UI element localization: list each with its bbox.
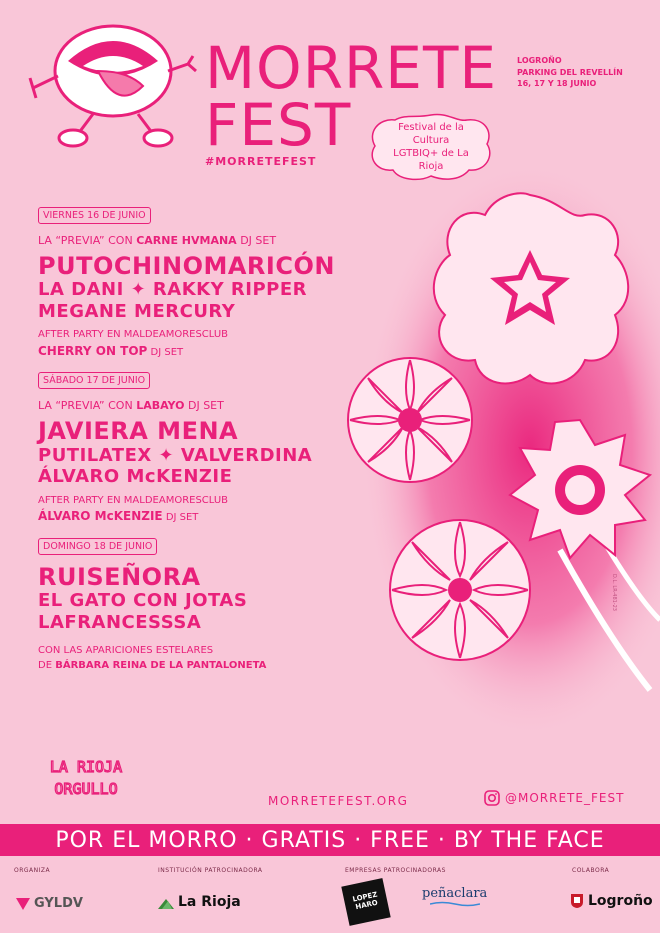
afterparty-label: AFTER PARTY EN MALDEAMORESCLUB (38, 494, 229, 506)
la-rioja-icon (158, 895, 174, 909)
headliner-saturday: JAVIERA MENA (38, 417, 239, 446)
orgullo-line-2: ORGULLO (54, 780, 118, 798)
la-rioja-orgullo-logo (36, 748, 136, 808)
orgullo-logo-svg (36, 748, 136, 808)
label-organiza: ORGANIZA (14, 867, 51, 874)
label-institucion: INSTITUCIÓN PATROCINADORA (158, 867, 263, 874)
lopez-haro-badge: LOPEZ HARO (341, 878, 390, 926)
gyldv-text: GYLDV (34, 896, 83, 911)
preview-prefix: LA “PREVIA” CON (38, 399, 133, 413)
afterparty-saturday (38, 494, 418, 526)
festival-badge (367, 112, 495, 182)
preview-artist: LABAYO (136, 399, 185, 413)
friday-block (38, 203, 418, 360)
artists-friday-3: MEGANE MERCURY (38, 300, 236, 322)
logo-lopez-haro (345, 882, 387, 922)
afterparty-suffix: DJ SET (150, 346, 184, 358)
logo-la-rioja (158, 894, 241, 910)
instagram-handle: @MORRETE_FEST (505, 791, 625, 805)
artists-friday-2: LA DANI ✦ RAKKY RIPPER (38, 279, 308, 301)
afterparty-label: AFTER PARTY EN MALDEAMORESCLUB (38, 329, 229, 341)
logo-logrono (570, 893, 653, 909)
logo-gyldv (16, 896, 83, 911)
location-city: LOGROÑO (517, 56, 562, 65)
instagram-link[interactable] (484, 790, 624, 806)
penaclara-text: peñaclara (422, 886, 488, 901)
saturday-block (38, 368, 418, 525)
website-link[interactable]: MORRETEFEST.ORG (268, 794, 409, 808)
preview-prefix: LA “PREVIA” CON (38, 234, 133, 247)
day-label-sunday: DOMINGO 18 DE JUNIO (38, 538, 157, 555)
afterparty-artist: ÁLVARO McKENZIE (38, 509, 163, 524)
afterparty-artist: CHERRY ON TOP (38, 343, 148, 358)
headliner-sunday: RUISEÑORA (38, 562, 201, 591)
artists-saturday-3: ÁLVARO McKENZIE (38, 466, 233, 488)
slogan-banner: POR EL MORRO · GRATIS · FREE · BY THE FACE (0, 824, 660, 856)
location-info (517, 55, 623, 90)
instagram-icon (484, 790, 500, 806)
location-venue: PARKING DEL REVELLÍN (517, 67, 623, 77)
artists-sunday-3: LAFRANCESSSA (38, 611, 202, 633)
lineup (38, 203, 418, 681)
extras-artist: BÁRBARA REINA DE LA PANTALONETA (55, 660, 267, 672)
la-rioja-text: La Rioja (178, 894, 241, 910)
mascot-mouth-illustration (28, 16, 198, 156)
label-empresas: EMPRESAS PATROCINADORAS (345, 867, 446, 874)
legal-deposit: D.L. LR-481-23 (611, 574, 617, 611)
artists-saturday-2: PUTILATEX ✦ VALVERDINA (38, 444, 313, 466)
title-line-2: FEST (205, 90, 352, 159)
logrono-text: Logroño (588, 893, 653, 909)
extras-label: CON LAS APARICIONES ESTELARES (38, 645, 214, 657)
logo-penaclara (422, 886, 487, 907)
artists-sunday-2: EL GATO CON JOTAS (38, 589, 248, 611)
preview-artist: CARNE HVMANA (136, 234, 237, 247)
headliner-friday: PUTOCHINOMARICÓN (38, 252, 335, 280)
penaclara-wave-icon (430, 901, 480, 907)
hashtag: #MORRETEFEST (205, 155, 317, 168)
title-line-1: MORRETE (205, 34, 498, 102)
preview-suffix: DJ SET (187, 399, 224, 413)
afterparty-friday (38, 328, 418, 360)
badge-text: Festival de la Cultura LGTBIQ+ de La Rioja (393, 122, 469, 172)
extras-prefix: DE (38, 660, 53, 672)
afterparty-suffix: DJ SET (165, 512, 199, 524)
day-label-friday: VIERNES 16 DE JUNIO (38, 207, 151, 224)
special-appearances (38, 643, 418, 673)
day-label-saturday: SÁBADO 17 DE JUNIO (38, 372, 150, 389)
sunday-block (38, 534, 418, 673)
preview-suffix: DJ SET (240, 234, 277, 247)
orgullo-line-1: LA RIOJA (49, 758, 123, 776)
logrono-shield-icon (570, 893, 584, 909)
preview-saturday (38, 399, 418, 412)
location-dates: 16, 17 Y 18 JUNIO (517, 79, 597, 89)
preview-friday (38, 234, 418, 247)
label-colabora: COLABORA (572, 867, 610, 874)
gyldv-triangle-icon (16, 898, 30, 910)
